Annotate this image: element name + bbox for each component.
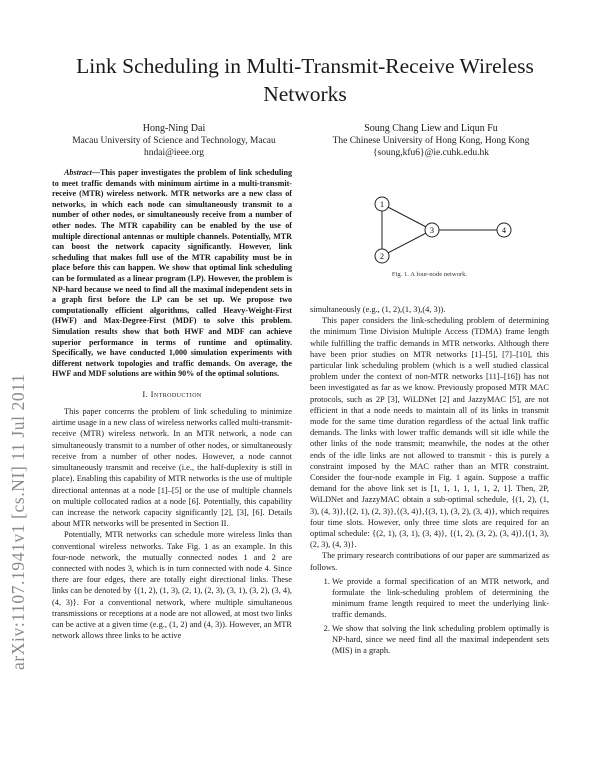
node-label-4: 4 <box>502 226 506 235</box>
author-block-left <box>64 123 284 159</box>
body-paragraph: This paper concerns the problem of link scheduling to minimize airtime usage in a new class of wireless networks called multi-transmit-receive (MTR) wireless network. In an MTR network, a node can simultaneously transmit to a number of other nodes, or simultaneously receive from a number of other nodes. However, a node cannot simultaneously transmit and receive (i.e., the half-duplexity is still in place). Enabling this capability of MTR networks is the use of multiple directional antennas at a node [1]–[5] or the use of multiple channels on multiple collocated radios at a node [6]. Potentially, this capability can increase the network capacity significantly [2], [3], [6]. Details about MTR networks will be presented in Section II. <box>52 407 293 529</box>
author-affiliation: The Chinese University of Hong Kong, Hong Kong <box>332 136 530 146</box>
author-name: Soung Chang Liew and Liqun Fu <box>364 123 498 134</box>
edge-2-3 <box>382 230 432 256</box>
author-affiliation: Macau University of Science and Technology, Macau <box>72 136 276 146</box>
contributions-list <box>310 576 549 656</box>
node-label-3: 3 <box>430 226 434 235</box>
body-paragraph: The primary research contributions of our paper are summarized as follows. <box>310 551 549 572</box>
body-paragraph: This paper considers the link-scheduling problem of determining the minimum Time Division Multiple Access (TDMA) frame length while fulfilling the traffic demands in MTR networks. Although there have been prior studies on MTR networks [1]–[5], [7]–[10], this particular link scheduling problem (which is a well studied classical problem under the context of non-MTR networks [11]–[16]) has not been investigated as far as we know. Previously proposed MTR MAC protocols, such as 2P [3], WiLDNet [2] and JazzyMAC [5], are not efficient in that a node needs to maintain all of its links in transmit mode for the same time duration regardless of the actual link traffic demands. The links with lower traffic demands will sit idle while the other links of the node transmit; meanwhile, the nodes at the other ends of the idle links are not allowed to transmit - this is purely a constraint imposed by the MAC rather than an MTR constraint. Consider the four-node example in Fig. 1 again. Suppose a traffic demand for the above link set is [1, 1, 1, 1, 1, 1, 2, 1]. Then, 2P, WiLDNet and JazzyMAC obtain a sub-optimal schedule, {(1, 2), (1, 3), (4, 3)},{(2, 1), (2, 3)},{(3, 4)},{(3, 1), (3, 2), (3, 4)}, which requires four time slots. However, only three time slots are required for an optimal schedule: {(2, 1), (3, 1), (3, 4)}, {(1, 2), (3, 2), (3, 4)},{(1, 3), (2, 3), (4, 3)}. <box>310 316 549 550</box>
node-label-2: 2 <box>380 252 384 261</box>
abstract-text: —This paper investigates the problem of link scheduling to meet traffic demands with minimum airtime in a multi-transmit-receive (MTR) wireless network. MTR networks are a new class of networks, in which each node can simultaneously transmit to a number of other nodes, or simultaneously receive from a number of other nodes. The MTR capability can be enabled by the use of multiple directional antennas or multiple channels. Potentially, MTR can boost the network capacity significantly. However, link scheduling that makes full use of the MTR capability must be in place before this can happen. We show that optimal link scheduling can be formulated as a linear program (LP). However, the problem is NP-hard because we need to find all the maximal independent sets in a graph first before the LP can be set up. We propose two computationally efficient algorithms, called Heavy-Weight-First (HWF) and Max-Degree-First (MDF) to solve this problem. Simulation results show that both HWF and MDF can achieve superior performance in terms of runtime and optimality. Specifically, we have conducted 1,000 simulation experiments with different network topologies and traffic demands. On average, the HWF and MDF solutions are within 90% of the optimal solutions. <box>52 168 292 379</box>
figure-four-node-network <box>352 186 522 276</box>
abstract-label: Abstract <box>64 168 92 177</box>
author-block-right <box>306 123 556 159</box>
edge-1-3 <box>382 204 432 230</box>
left-column <box>52 168 292 641</box>
abstract <box>52 168 292 380</box>
body-paragraph: Potentially, MTR networks can schedule more wireless links than conventional wireless networks. Take Fig. 1 as an example. In this four-node network, the mutually connected nodes 1 and 2 are connected with nodes 3, which is in turn connected with node 4. Since there are four edges, there are totally eight directional links. These links can be denoted by {(1, 2), (1, 3), (2, 1), (2, 3), (3, 1), (3, 2), (3, 4), (4, 3)}. For a conventional network, where multiple simultaneous transmissions or receptions at a node are not allowed, at most two links can be active at a given time (e.g., (1, 2) and (4, 3)). However, an MTR network allows three links to be active <box>52 530 292 641</box>
author-email: {soung,kfu6}@ie.cuhk.edu.hk <box>372 148 490 158</box>
figure-caption: Fig. 1. A four-node network. <box>391 271 468 278</box>
author-email: hndai@ieee.org <box>143 148 204 158</box>
arxiv-stamp: arXiv:1107.1941v1 [cs.NI] 11 Jul 2011 <box>8 373 28 670</box>
list-item: 2. We show that solving the link scheduling problem optimally is NP-hard, since we need find all the maximal independent sets (MIS) in a graph. <box>332 623 549 657</box>
paper-title: Link Scheduling in Multi-Transmit-Receive Wireless Networks <box>76 54 534 106</box>
node-label-1: 1 <box>380 200 384 209</box>
body-paragraph: simultaneously (e.g., (1, 2),(1, 3),(4, 3)). <box>310 305 446 314</box>
author-name: Hong-Ning Dai <box>142 123 206 134</box>
section-heading: I. Introduction <box>142 388 202 399</box>
list-item: 1. We provide a formal specification of an MTR network, and formulate the link-scheduling problem of determining the minimum frame length required to meet the underlying link-traffic demands. <box>332 576 549 621</box>
right-column <box>310 304 549 658</box>
